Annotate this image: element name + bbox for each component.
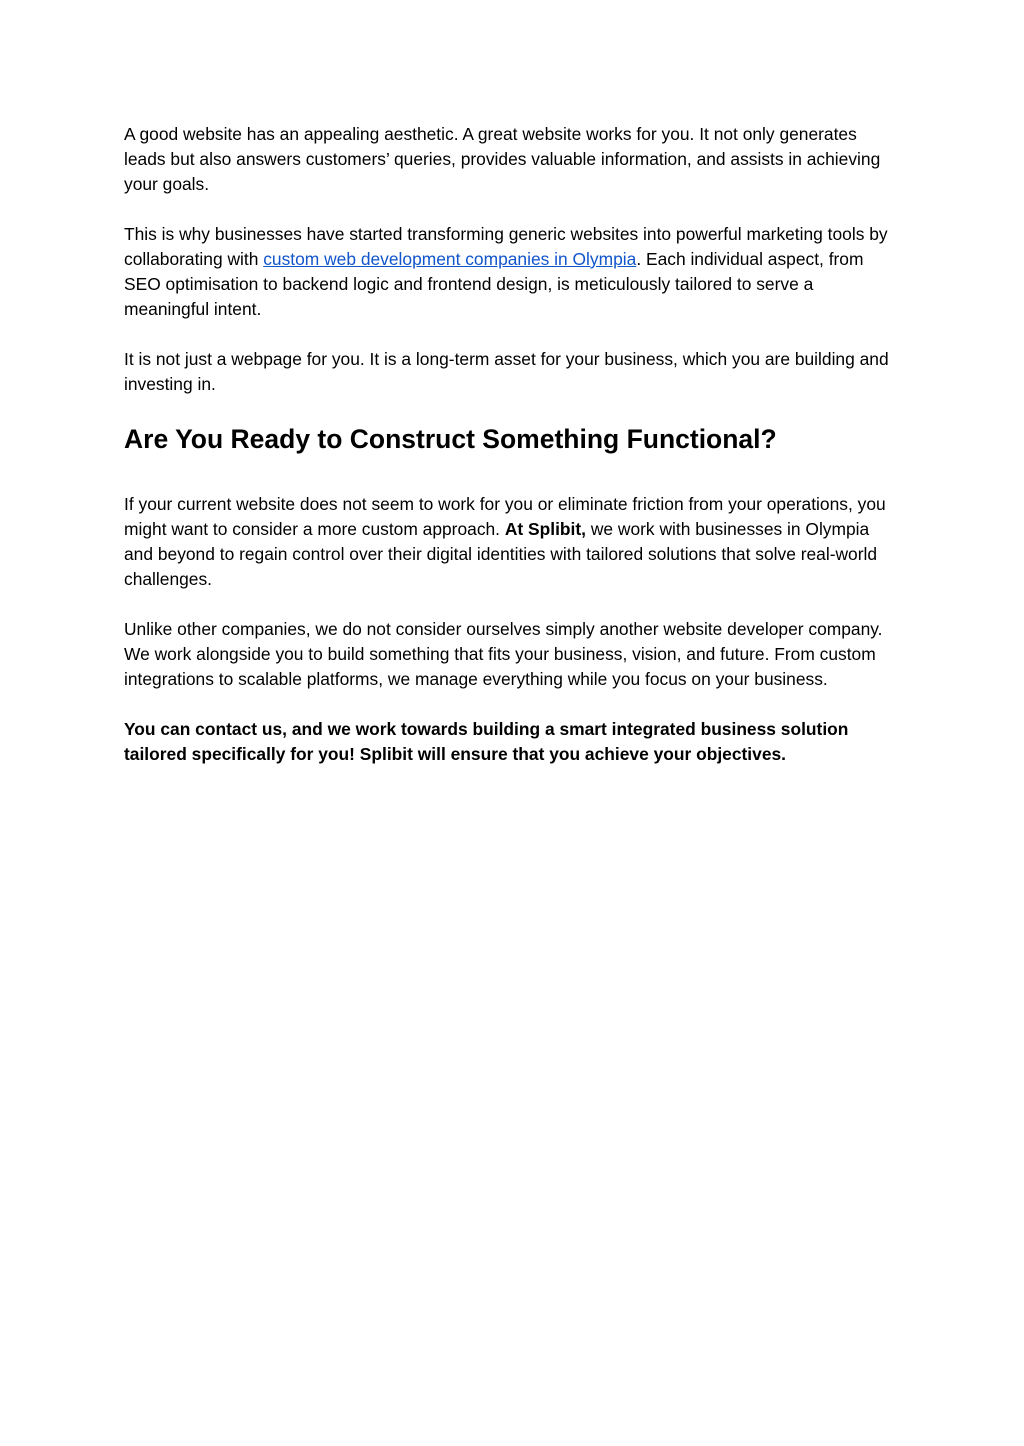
collaboration-text-start: This is why businesses have started transforming generic websites into powerful marketing tools by collaborating with [124, 224, 888, 269]
splibit-text-start: If your current website does not seem to work for you or eliminate friction from your operations, you might want to consider a more custom approach. [124, 494, 886, 539]
section-heading: Are You Ready to Construct Something Functional? [124, 424, 777, 454]
approach-paragraph [124, 617, 900, 692]
splibit-text-end: we work with businesses in Olympia and beyond to regain control over their digital identities with tailored solutions that solve real-world challenges. [124, 519, 878, 589]
splibit-bold-text: At Splibit, [504, 519, 587, 539]
intro-text: A good website has an appealing aesthetic. A great website works for you. It not only generates leads but also answers customers’ queries, provides valuable information, and assists in achieving your goals. [124, 124, 881, 194]
document-body [124, 122, 900, 792]
asset-paragraph [124, 347, 900, 397]
olympia-web-development-link[interactable]: custom web development companies in Olympia [263, 249, 637, 269]
asset-text: It is not just a webpage for you. It is a long-term asset for your business, which you are building and investing in. [124, 349, 889, 394]
collaboration-paragraph [124, 222, 900, 322]
collaboration-text-end: . Each individual aspect, from SEO optimisation to backend logic and frontend design, is meticulously tailored to serve a meaningful intent. [124, 249, 864, 319]
splibit-paragraph [124, 492, 900, 592]
approach-text: Unlike other companies, we do not consider ourselves simply another website developer company. We work alongside you to build something that fits your business, vision, and future. From custom integrations to scalable platforms, we manage everything while you focus on your business. [124, 619, 883, 689]
contact-bold-text: You can contact us, and we work towards building a smart integrated business solution tailored specifically for you! Splibit will ensure that you achieve your objectives. [124, 719, 849, 764]
intro-paragraph [124, 122, 900, 197]
contact-paragraph [124, 717, 900, 767]
